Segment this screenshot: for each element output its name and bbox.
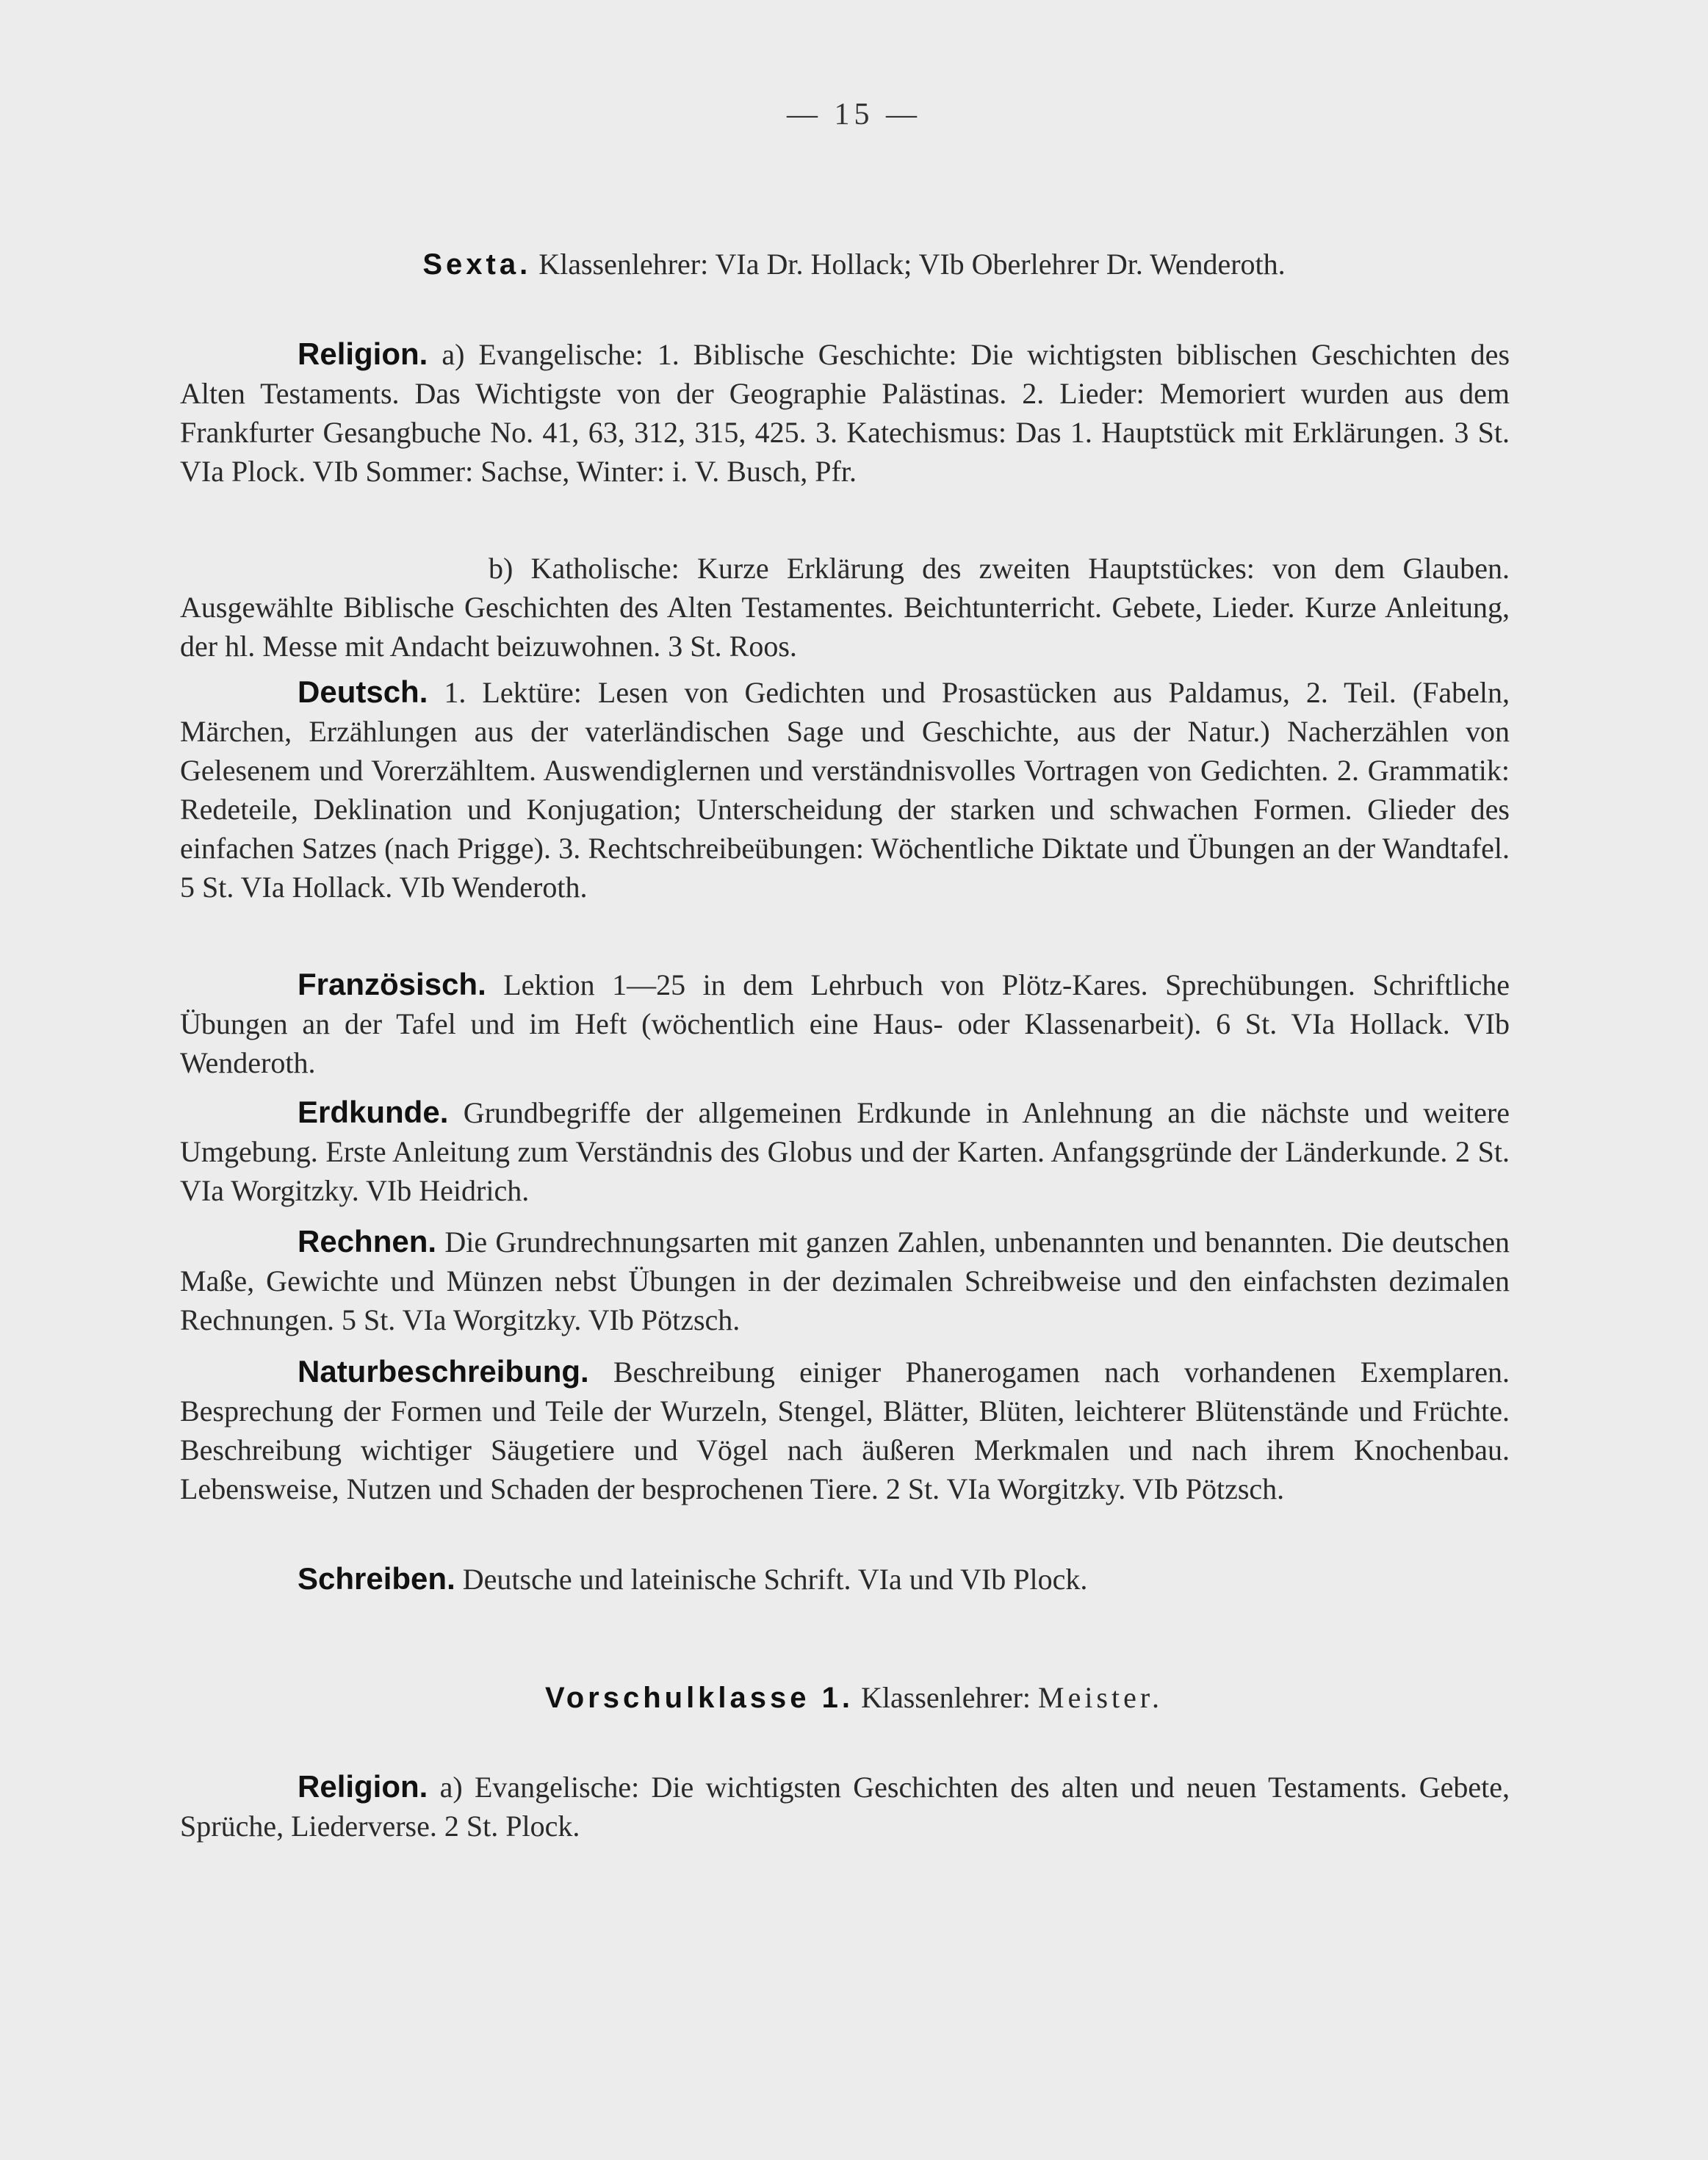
subject-text: 1. Lektüre: Lesen von Gedichten und Prosastücken aus Paldamus, 2. Teil. (Fabeln, Märchen, Erzählungen aus der vaterländischen Sage und Geschichte, aus der Natur.) Nacherzählen von Gelesenem und Vorerzähltem. Auswendiglernen und verständnisvolles Vortragen von Gedichten. 2. Grammatik: Redeteile, Deklination und Konjugation; Unterscheidung der starken und schwachen Formen. Glieder des einfachen Satzes (nach Prigge). 3. Rechtschreibeübungen: Wöchentliche Diktate und Übungen an der Wandtafel. 5 St. VIa Hollack. VIb Wenderoth. xyxy=(180,676,1510,904)
subject-text: a) Evangelische: 1. Biblische Geschichte: Die wichtigsten biblischen Geschichten des Alten Testaments. Das Wichtigste von der Geographie Palästinas. 2. Lieder: Memoriert wurden aus dem Frankfurter Gesangbuche No. 41, 63, 312, 315, 425. 3. Katechismus: Das 1. Hauptstück mit Erklärungen. 3 St. VIa Plock. VIb Sommer: Sachse, Winter: i. V. Busch, Pfr. xyxy=(180,338,1510,488)
subject-text: Deutsche und lateinische Schrift. VIa und VIb Plock. xyxy=(462,1563,1088,1596)
subject-name: Französisch. xyxy=(298,967,486,1001)
subject-name: Erdkunde. xyxy=(298,1095,449,1129)
subject-naturbeschreibung xyxy=(180,1352,1510,1508)
subject-text: Beschreibung einiger Phanerogamen nach vorhandenen Exemplaren. Besprechung der Formen und Teile der Wurzeln, Stengel, Blätter, Blüten, leichterer Blütenstände und Früchte. Beschreibung wichtiger Säugetiere und Vögel nach äußeren Merkmalen und nach ihrem Knochenbau. Lebensweise, Nutzen und Schaden der besprochenen Tiere. 2 St. VIa Worgitzky. VIb Pötzsch. xyxy=(180,1356,1510,1505)
subject-text: Lektion 1—25 in dem Lehrbuch von Plötz-Kares. Sprechübungen. Schriftliche Übungen an der Tafel und im Heft (wöchentlich eine Haus- oder Klassenarbeit). 6 St. VIa Hollack. VIb Wenderoth. xyxy=(180,968,1510,1079)
subject-name: Schreiben. xyxy=(298,1561,455,1596)
subject-vorschul-religion xyxy=(180,1767,1510,1846)
subject-text: b) Katholische: Kurze Erklärung des zweiten Hauptstückes: von dem Glauben. Ausgewählte Biblische Geschichten des Alten Testamentes. Beichtunterricht. Gebete, Lieder. Kurze Anleitung, der hl. Messe mit Andacht beizuwohnen. 3 St. Roos. xyxy=(180,552,1510,663)
subject-text: a) Evangelische: Die wichtigsten Geschichten des alten und neuen Testaments. Gebete, Sprüche, Liederverse. 2 St. Plock. xyxy=(180,1771,1510,1843)
subject-deutsch xyxy=(180,672,1510,907)
subject-religion xyxy=(180,334,1510,491)
sexta-teachers: VIa Dr. Hollack; VIb Oberlehrer Dr. Wenderoth. xyxy=(715,248,1286,281)
subject-religion-katholisch xyxy=(180,549,1510,666)
vorschul-header xyxy=(0,1680,1708,1715)
sexta-label: Klassenlehrer: xyxy=(538,248,709,281)
subject-schreiben xyxy=(180,1559,1510,1599)
subject-name: Religion. xyxy=(298,1769,428,1804)
subject-franzoesisch xyxy=(180,965,1510,1082)
sexta-header xyxy=(0,247,1708,281)
subject-erdkunde xyxy=(180,1092,1510,1210)
page-number: — 15 — xyxy=(787,98,921,132)
vorschul-label: Klassenlehrer: xyxy=(861,1681,1031,1714)
subject-text: Die Grundrechnungsarten mit ganzen Zahlen, unbenannten und benannten. Die deutschen Maße, Gewichte und Münzen nebst Übungen in der dezimalen Schreibweise und den einfachsten dezimalen Rechnungen. 5 St. VIa Worgitzky. VIb Pötzsch. xyxy=(180,1225,1510,1336)
subject-name: Rechnen. xyxy=(298,1224,437,1259)
subject-text: Grundbegriffe der allgemeinen Erdkunde in Anlehnung an die nächste und weitere Umgebung. Erste Anleitung zum Verständnis des Globus und der Karten. Anfangsgründe der Länderkunde. 2 St. VIa Worgitzky. VIb Heidrich. xyxy=(180,1096,1510,1207)
subject-name: Naturbeschreibung. xyxy=(298,1354,589,1389)
sexta-title: Sexta. xyxy=(422,248,532,281)
subject-rechnen xyxy=(180,1222,1510,1339)
subject-name: Religion. xyxy=(298,336,428,371)
vorschul-teacher: Meister. xyxy=(1038,1681,1163,1714)
subject-name: Deutsch. xyxy=(298,674,428,709)
vorschul-title: Vorschulklasse 1. xyxy=(545,1682,854,1714)
